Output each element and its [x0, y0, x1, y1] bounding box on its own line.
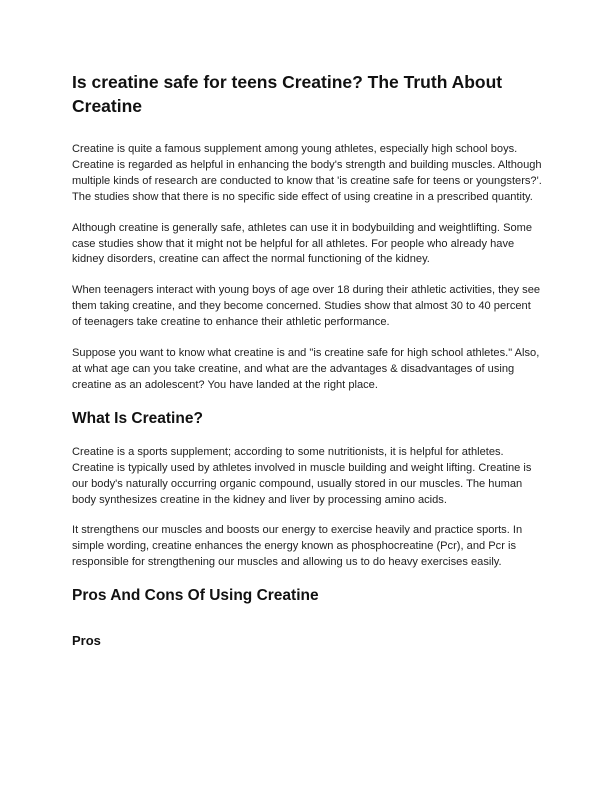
- intro-paragraph: When teenagers interact with young boys of age over 18 during their athletic activities, they see them taking creatine, and they become concerned. Studies show that almost 30 to 40 percent of teenagers take creatine to enhance their athletic performance.: [72, 284, 541, 329]
- section-paragraph: It strengthens our muscles and boosts our energy to exercise heavily and practice sports. In simple wording, creatine enhances the energy known as phosphocreatine (Pcr), and Pcr is responsible for strengthening our muscles and allowing us to do heavy exercises easily.: [72, 524, 523, 569]
- section-heading-pros-and-cons: Pros And Cons Of Using Creatine: [72, 587, 319, 605]
- page-title: Is creatine safe for teens Creatine? The Truth About Creatine: [72, 72, 503, 116]
- intro-paragraph: Although creatine is generally safe, athletes can use it in bodybuilding and weightlifting. Some case studies show that it might not be helpful for all athletes. For people who already have kidney disorders, creatine can affect the normal functioning of the kidney.: [72, 221, 533, 266]
- document-body: [72, 70, 542, 650]
- section-heading-what-is-creatine: What Is Creatine?: [72, 409, 203, 427]
- intro-paragraph: Suppose you want to know what creatine is and "is creatine safe for high school athletes." Also, at what age can you take creatine, and what are the advantages & disadvantages of using creatine as an adolescent? You have landed at the right place.: [72, 347, 540, 391]
- subheading-pros: Pros: [72, 633, 101, 649]
- intro-paragraph: Creatine is quite a famous supplement among young athletes, especially high school boys. Creatine is regarded as helpful in enhancing the body's strength and building muscles. Although multiple kinds of research are conducted to know that 'is creatine safe for teens or youngsters?'. The studies show that there is no specific side effect of using creatine in a prescribed quantity.: [72, 143, 542, 203]
- section-paragraph: Creatine is a sports supplement; according to some nutritionists, it is helpful for athletes. Creatine is typically used by athletes involved in muscle building and weight lifting. Creatine is our body's naturally occurring organic compound, usually stored in our muscles. The human body synthesizes creatine in the kidney and liver by processing amino acids.: [72, 445, 532, 506]
